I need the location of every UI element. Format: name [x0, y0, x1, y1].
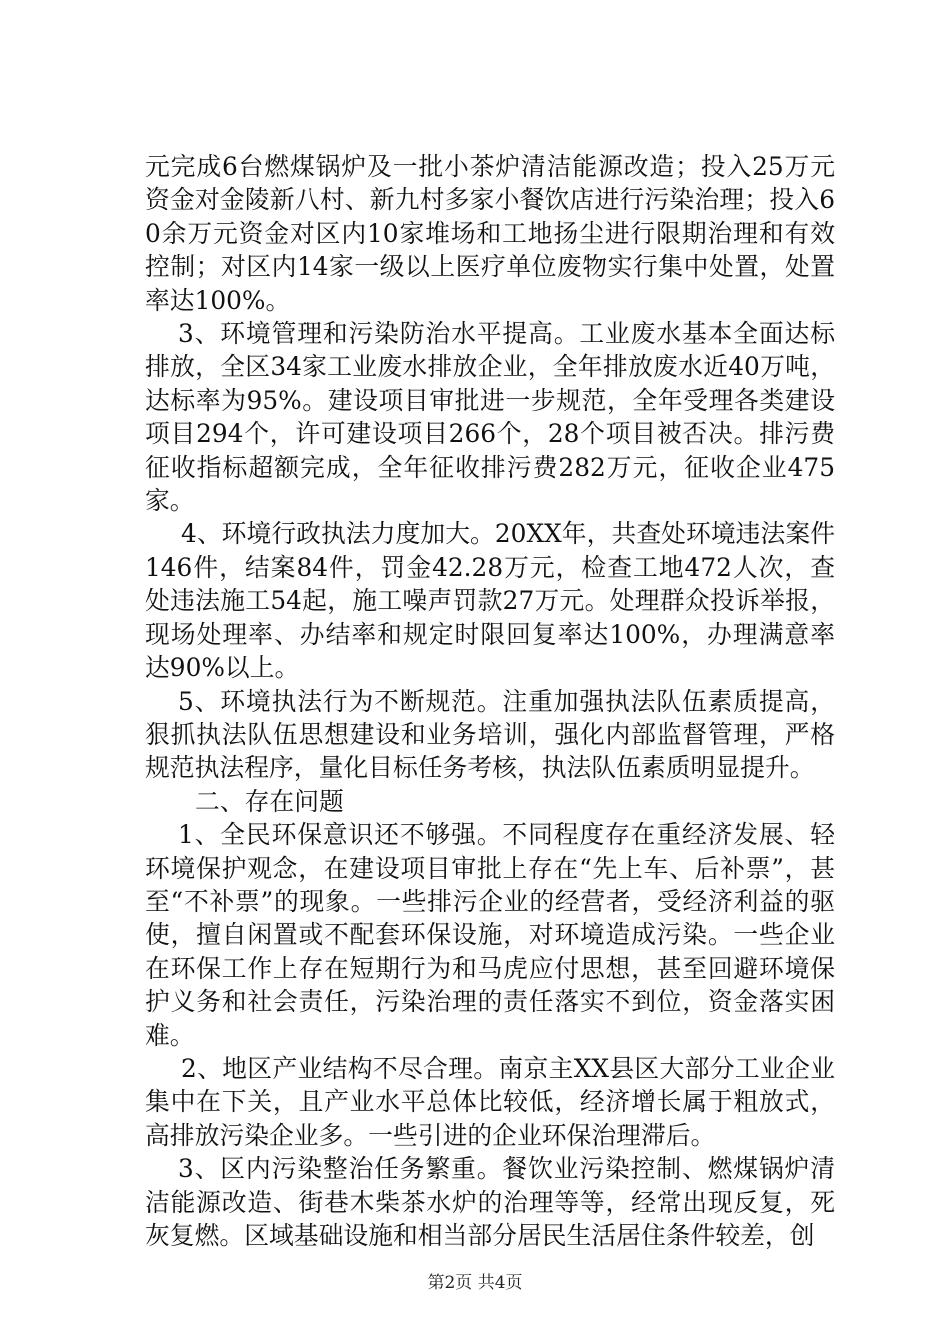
paragraph-item-5: 5、环境执法行为不断规范。注重加强执法队伍素质提高，狠抓执法队伍思想建设和业务培训，强化内部监督管理，严格规范执法程序，量化目标任务考核，执法队伍素质明显提升。	[145, 686, 835, 783]
paragraph-problem-2: 2、地区产业结构不尽合理。南京主XX县区大部分工业企业集中在下关，且产业水平总体比较低，经济增长属于粗放式，高排放污染企业多。一些引进的企业环保治理滞后。	[145, 1053, 835, 1150]
paragraph-item-3: 3、环境管理和污染防治水平提高。工业废水基本全面达标排放，全区34家工业废水排放企业，全年排放废水近40万吨，达标率为95%。建设项目审批进一步规范，全年受理各类建设项目294个，许可建设项目266个，28个项目被否决。排污费征收指标超额完成，全年征收排污费282万元，征收企业475家。	[145, 319, 835, 516]
paragraph-item-4: 4、环境行政执法力度加大。20XX年，共查处环境违法案件146件，结案84件，罚金42.28万元，检查工地472人次，查处违法施工54起，施工噪声罚款27万元。处理群众投诉举报，现场处理率、办结率和规定时限回复率达100%，办理满意率达90%以上。	[145, 519, 835, 683]
paragraph-continuation: 元完成6台燃煤锅炉及一批小茶炉清洁能源改造；投入25万元资金对金陵新八村、新九村多家小餐饮店进行污染治理；投入60余万元资金对区内10家堆场和工地扬尘进行限期治理和有效控制；对区内14家一级以上医疗单位废物实行集中处置，处置率达100%。	[145, 152, 835, 315]
paragraph-problem-3: 3、区内污染整治任务繁重。餐饮业污染控制、燃煤锅炉清洁能源改造、街巷木柴茶水炉的治理等等，经常出现反复，死灰复燃。区域基础设施和相当部分居民生活居住条件较差，创	[145, 1154, 835, 1250]
paragraph-problem-1: 1、全民环保意识还不够强。不同程度存在重经济发展、轻环境保护观念，在建设项目审批上存在“先上车、后补票”，甚至“不补票”的现象。一些排污企业的经营者，受经济利益的驱使，擅自闲置或不配套环保设施，对环境造成污染。一些企业在环保工作上存在短期行为和马虎应付思想，甚至回避环境保护义务和社会责任，污染治理的责任落实不到位，资金落实困难。	[145, 820, 835, 1050]
document-body	[145, 150, 835, 1252]
section-heading: 二、存在问题	[195, 786, 344, 816]
page-footer: 第2页 共4页	[427, 1273, 523, 1293]
